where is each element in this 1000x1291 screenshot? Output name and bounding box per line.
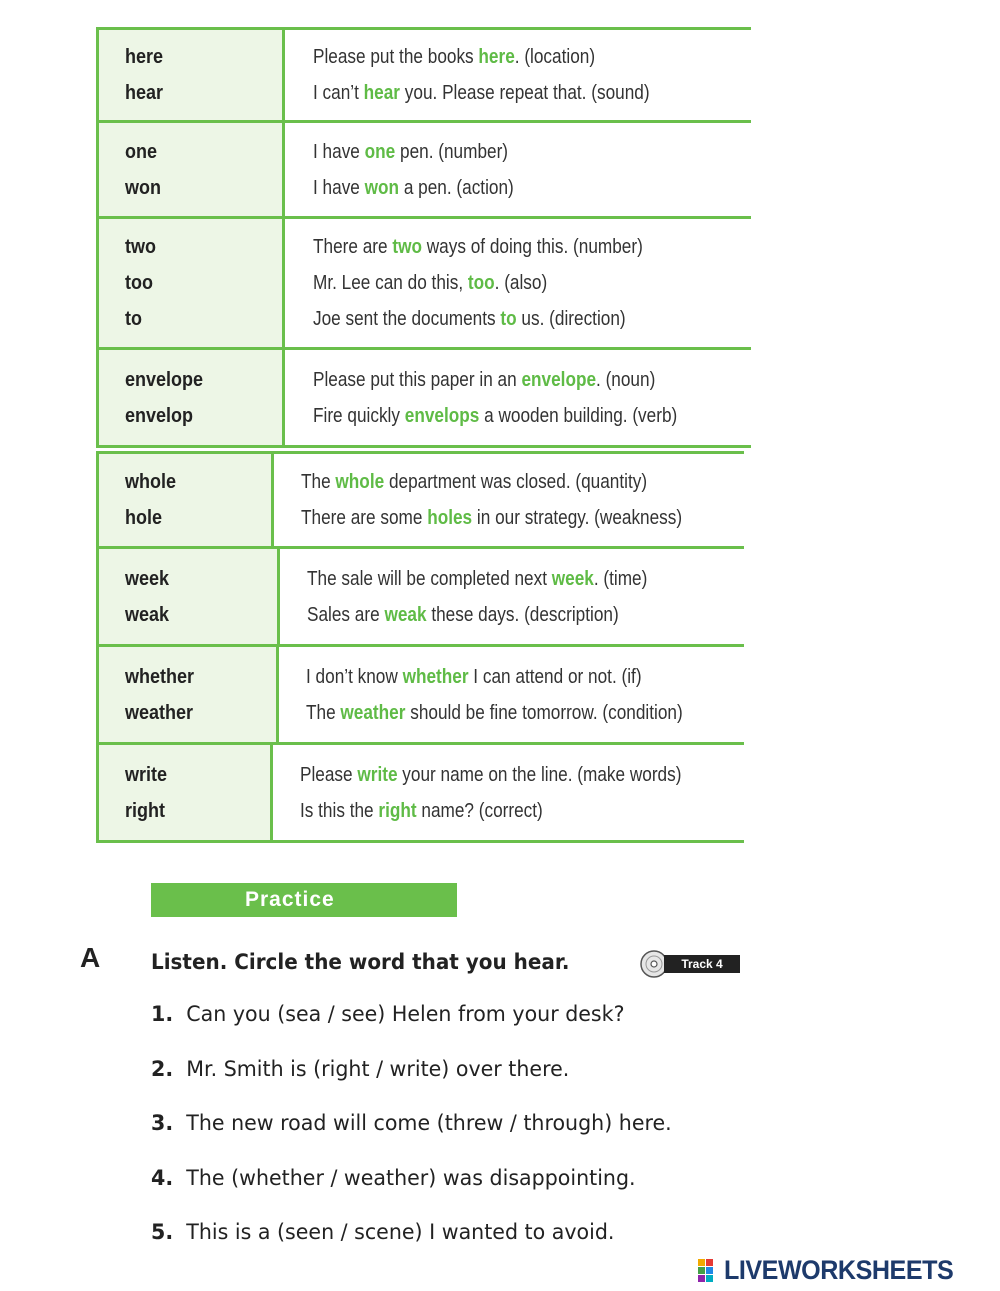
homophone-word: too	[125, 272, 153, 294]
homophone-word: whole	[125, 471, 177, 493]
table-row	[96, 123, 751, 219]
item-number: 4.	[151, 1165, 174, 1190]
instruction: Listen. Circle the word that you hear.	[151, 950, 570, 974]
example-sentence	[313, 170, 690, 206]
sentence-text: I can’t	[313, 82, 364, 104]
table-row	[96, 27, 751, 123]
example-sentence	[313, 362, 690, 398]
homophone-word: here	[125, 46, 164, 68]
homophone-word: write	[125, 763, 168, 786]
sentence-text: I have	[313, 140, 365, 163]
sentence-text: The	[305, 701, 341, 724]
section-letter: A	[80, 942, 101, 973]
highlighted-word: two	[392, 236, 422, 258]
sentence-text: There are some	[300, 507, 428, 529]
highlighted-word: weak	[384, 603, 427, 626]
example-sentence	[313, 301, 690, 337]
highlighted-word: envelope	[521, 368, 597, 391]
sentence-text: should be fine tomorrow. (condition)	[405, 701, 683, 724]
sentence-text: The sale will be completed next	[307, 567, 552, 590]
sentence-text: a pen. (action)	[399, 176, 514, 199]
sentence-text: . (time)	[593, 567, 648, 590]
word-cell	[96, 647, 279, 742]
highlighted-word: weather	[340, 701, 406, 724]
homophone-word: right	[125, 799, 165, 822]
homophone-word: one	[125, 140, 158, 163]
sentence-text: I have	[313, 176, 365, 199]
example-sentence	[313, 134, 690, 170]
homophone-word: week	[125, 567, 170, 590]
highlighted-word: hear	[363, 82, 401, 104]
homophone-word: won	[125, 176, 161, 199]
item-text: The new road will come (threw / through) here.	[186, 1111, 672, 1135]
example-cell	[273, 745, 744, 840]
sentence-text: I don’t know	[305, 665, 403, 688]
table-row	[96, 350, 751, 448]
homophone-word: to	[125, 308, 143, 330]
example-cell	[285, 30, 751, 120]
brand-text: LIVEWORKSHEETS	[724, 1254, 954, 1285]
item-number: 3.	[151, 1111, 174, 1135]
table-row	[96, 451, 744, 549]
liveworksheets-logo-icon	[698, 1257, 722, 1283]
item-text: Can you (sea / see) Helen from your desk?	[186, 1002, 625, 1026]
practice-banner	[151, 883, 457, 917]
highlighted-word: holes	[427, 507, 472, 529]
brand-logo	[698, 1253, 971, 1287]
sentence-text: The	[300, 471, 336, 493]
exercise-item	[151, 1166, 672, 1221]
exercise-item	[151, 1057, 672, 1112]
sentence-text: pen. (number)	[395, 140, 509, 163]
homophone-table-top	[96, 27, 751, 448]
highlighted-word: right	[378, 799, 418, 822]
sentence-text: . (noun)	[596, 368, 656, 391]
sentence-text: . (also)	[494, 272, 548, 294]
highlighted-word: whole	[335, 471, 385, 493]
word-cell	[96, 219, 285, 347]
homophone-word: hole	[125, 507, 163, 529]
example-sentence	[313, 39, 690, 75]
example-cell	[285, 219, 751, 347]
sentence-text: your name on the line. (make words)	[397, 763, 682, 786]
example-sentence	[313, 75, 690, 111]
sentence-text: Please	[300, 763, 358, 786]
sentence-text: you. Please repeat that. (sound)	[400, 82, 650, 104]
word-cell	[96, 454, 274, 546]
sentence-text: Please put the books	[313, 46, 479, 68]
example-sentence	[313, 398, 690, 434]
example-sentence	[300, 757, 681, 793]
practice-banner-label: Practice	[245, 888, 335, 911]
highlighted-word: here	[478, 46, 515, 68]
sentence-text: ways of doing this. (number)	[421, 236, 643, 258]
example-sentence	[307, 597, 683, 633]
homophone-word: weak	[125, 603, 170, 626]
homophone-table-bottom	[96, 451, 744, 843]
sentence-text: Mr. Lee can do this,	[313, 272, 468, 294]
homophone-word: envelop	[125, 404, 194, 427]
example-sentence	[306, 695, 683, 731]
highlighted-word: one	[364, 140, 396, 163]
table-row	[96, 647, 744, 745]
sentence-text: name? (correct)	[417, 799, 544, 822]
homophone-word: envelope	[125, 368, 204, 391]
sentence-text: Sales are	[307, 603, 385, 626]
example-cell	[274, 454, 744, 546]
exercise-list	[151, 1002, 682, 1275]
sentence-text: Fire quickly	[313, 404, 405, 427]
item-number: 1.	[151, 1002, 174, 1026]
sentence-text: us. (direction)	[516, 308, 626, 330]
highlighted-word: too	[467, 272, 495, 294]
example-cell	[280, 549, 744, 644]
highlighted-word: won	[364, 176, 400, 199]
sentence-text: in our strategy. (weakness)	[471, 507, 682, 529]
sentence-text: department was closed. (quantity)	[384, 471, 647, 493]
sentence-text: Please put this paper in an	[313, 368, 522, 391]
word-cell	[96, 30, 285, 120]
example-cell	[285, 350, 751, 445]
example-sentence	[306, 659, 683, 695]
sentence-text: a wooden building. (verb)	[479, 404, 678, 427]
sentence-text: these days. (description)	[426, 603, 619, 626]
sentence-text: . (location)	[514, 46, 596, 68]
word-cell	[96, 549, 280, 644]
example-sentence	[307, 561, 683, 597]
example-sentence	[313, 229, 690, 265]
sentence-text: Joe sent the documents	[313, 308, 501, 330]
sentence-text: I can attend or not. (if)	[468, 665, 642, 688]
highlighted-word: write	[357, 763, 398, 786]
exercise-item	[151, 1220, 672, 1275]
example-sentence	[301, 500, 682, 536]
word-cell	[96, 745, 273, 840]
table-row	[96, 549, 744, 647]
exercise-item	[151, 1002, 672, 1057]
highlighted-word: whether	[402, 665, 469, 688]
example-sentence	[300, 793, 681, 829]
homophone-word: weather	[125, 701, 194, 724]
sentence-text: There are	[313, 236, 393, 258]
table-row	[96, 745, 744, 843]
homophone-word: two	[125, 236, 156, 258]
exercise-item	[151, 1111, 672, 1166]
item-number: 5.	[151, 1220, 174, 1244]
table-row	[96, 219, 751, 350]
word-cell	[96, 123, 285, 216]
item-number: 2.	[151, 1056, 174, 1081]
highlighted-word: week	[551, 567, 594, 590]
item-text: This is a (seen / scene) I wanted to avoid.	[186, 1220, 615, 1244]
highlighted-word: envelops	[404, 404, 480, 427]
example-cell	[285, 123, 751, 216]
sentence-text: Is this the	[300, 799, 379, 822]
homophone-word: whether	[125, 665, 195, 688]
item-text: Mr. Smith is (right / write) over there.	[186, 1056, 570, 1081]
track-badge: Track 4	[664, 955, 740, 973]
homophone-word: hear	[125, 82, 164, 104]
example-sentence	[313, 265, 690, 301]
item-text: The (whether / weather) was disappointing.	[186, 1165, 636, 1190]
highlighted-word: to	[500, 308, 517, 330]
example-sentence	[301, 464, 682, 500]
example-cell	[279, 647, 744, 742]
word-cell	[96, 350, 285, 445]
